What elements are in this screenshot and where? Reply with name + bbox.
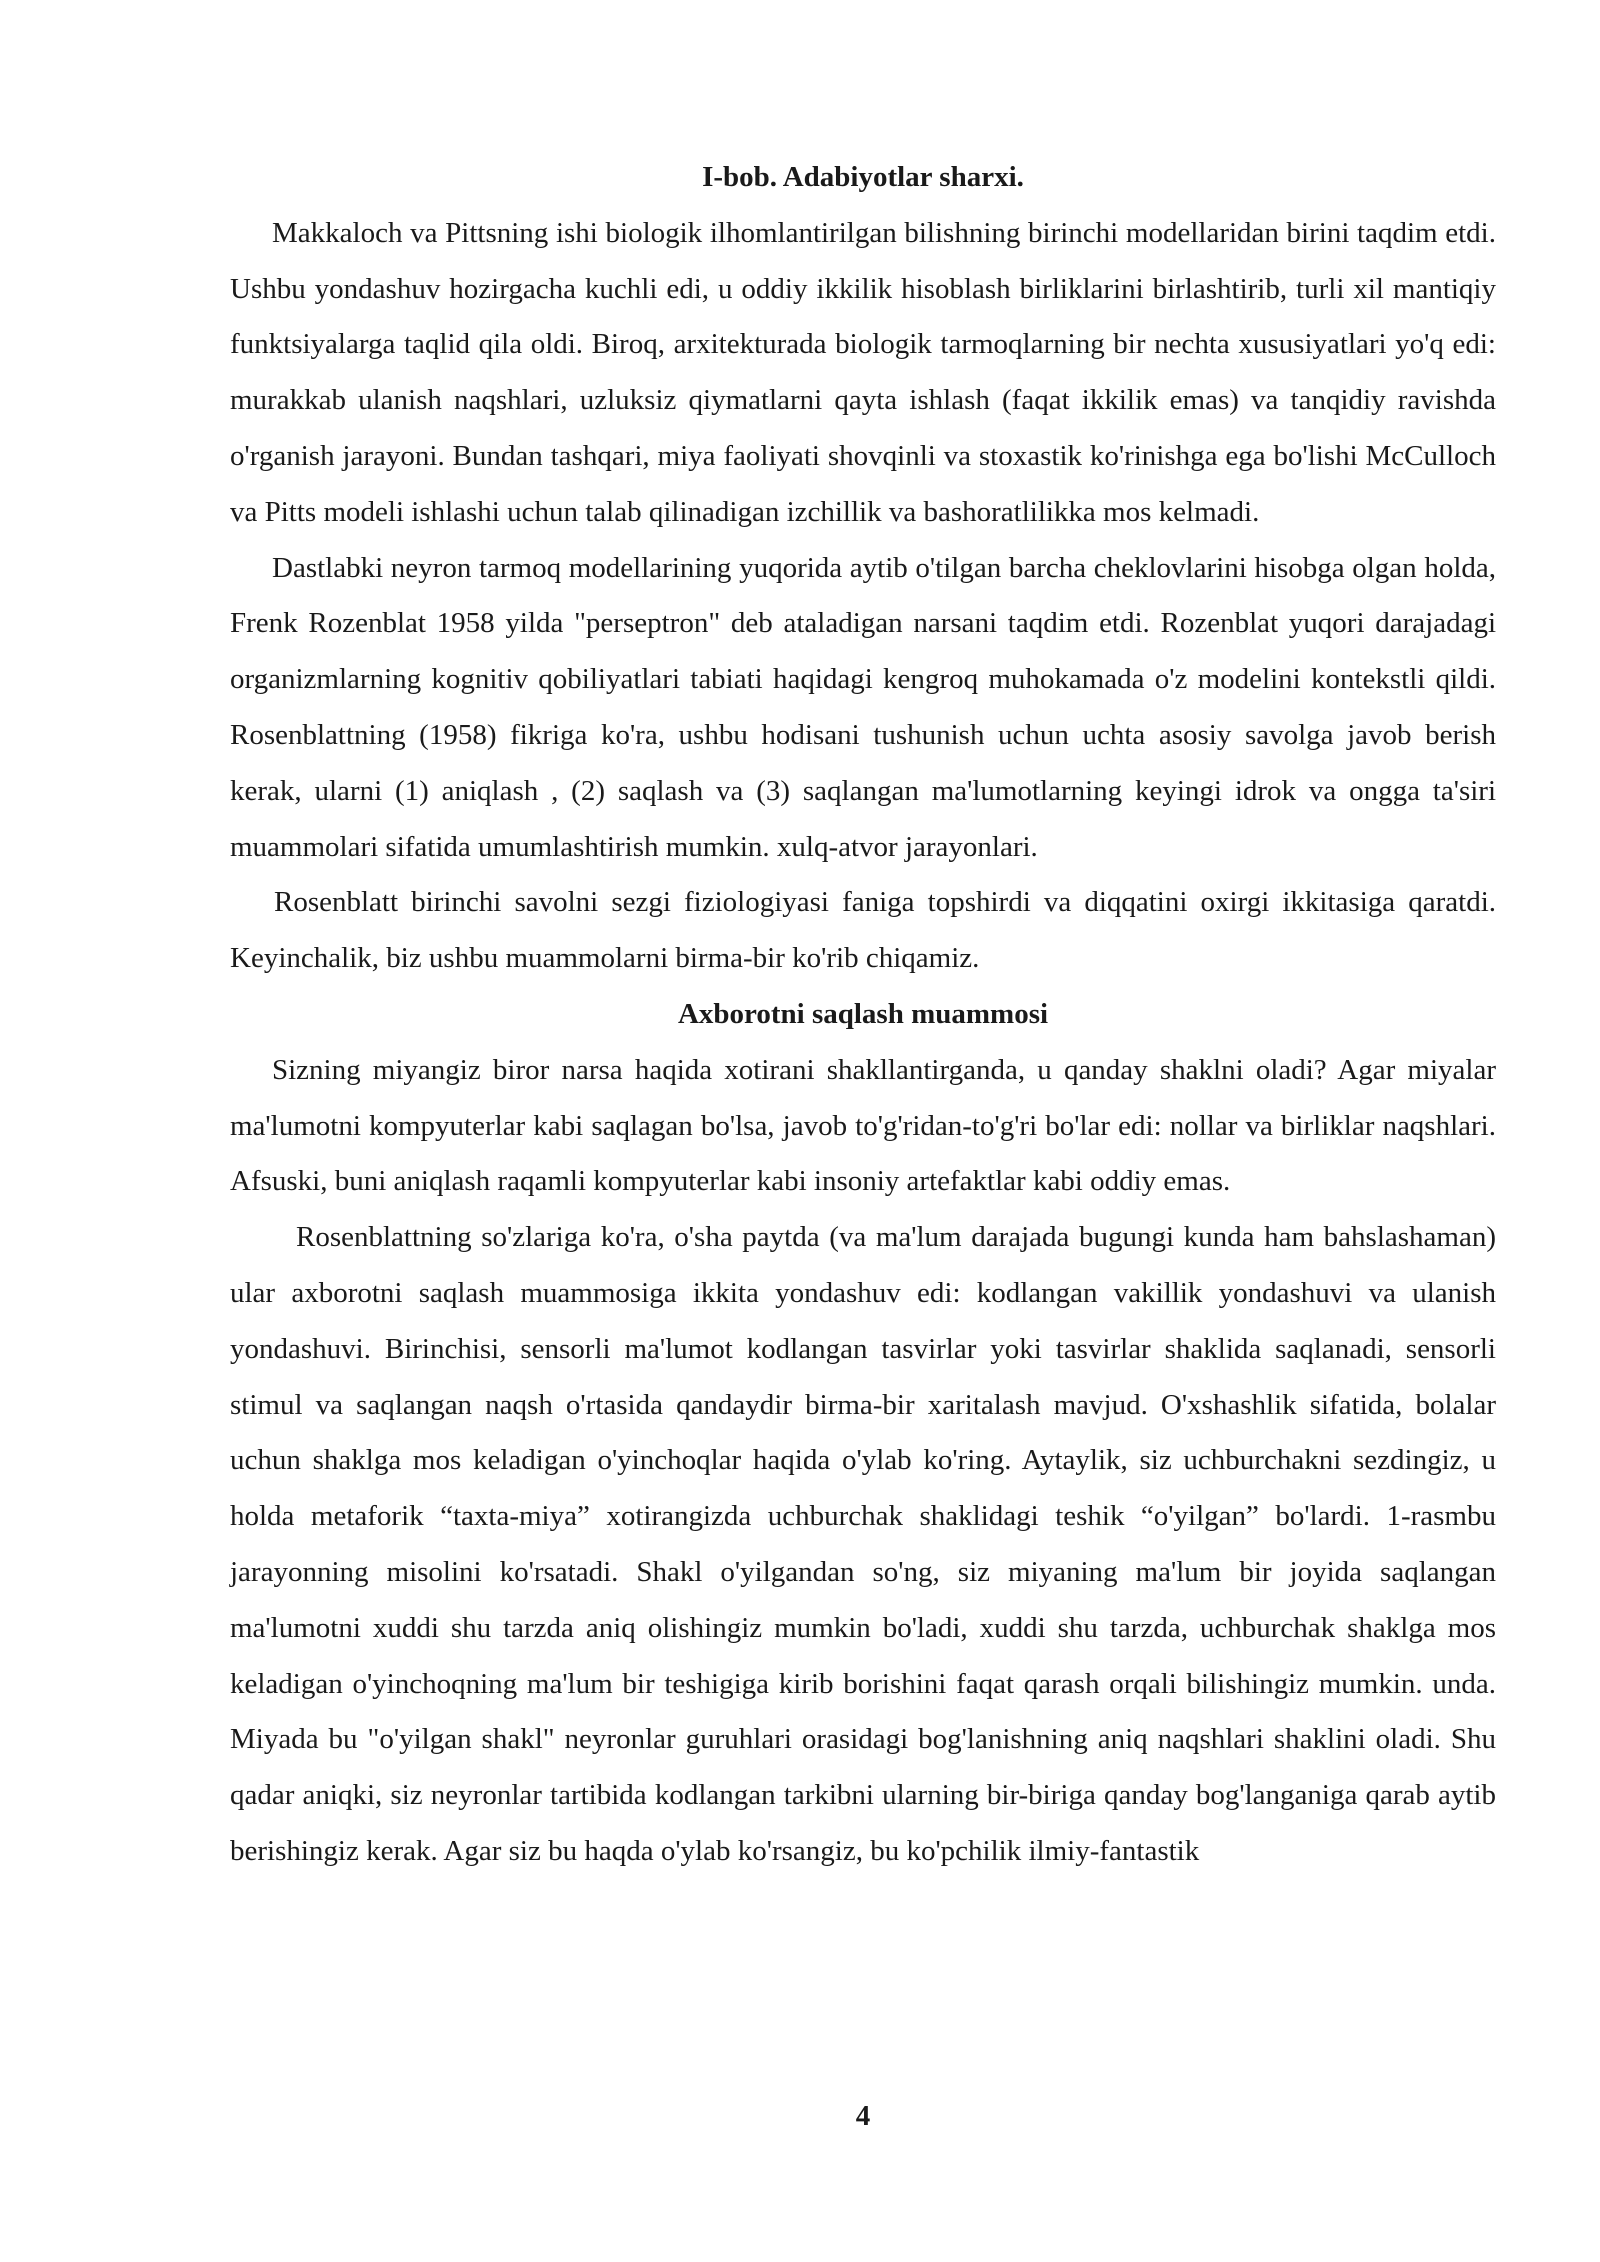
paragraph-rosenblatt-questions: Rosenblatt birinchi savolni sezgi fiziologiyasi faniga topshirdi va diqqatini oxirgi ikkitasiga qaratdi. Keyinchalik, biz ushbu muammolarni birma-bir ko'rib chiqamiz. <box>230 886 1496 975</box>
paragraph-perceptron: Dastlabki neyron tarmoq modellarining yuqorida aytib o'tilgan barcha cheklovlarini hisobga olgan holda, Frenk Rozenblat 1958 yilda "perseptron" deb ataladigan narsani taqdim etdi. Rozenblat yuqori darajadagi organizmlarning kognitiv qobiliyatlari tabiati haqidagi kengroq muhokamada o'z modelini kontekstli qildi. Rosenblattning (1958) fikriga ko'ra, ushbu hodisani tushunish uchun uchta asosiy savolga javob berish kerak, ularni (1) aniqlash , (2) saqlash va (3) saqlangan ma'lumotlarning keyingi idrok va ongga ta'siri muammolari sifatida umumlashtirish mumkin. xulq-atvor jarayonlari. <box>230 551 1496 863</box>
page-number: 4 <box>855 2100 871 2132</box>
paragraph-mcculloch-pitts: Makkaloch va Pittsning ishi biologik ilhomlantirilgan bilishning birinchi modellaridan birini taqdim etdi. Ushbu yondashuv hozirgacha kuchli edi, u oddiy ikkilik hisoblash birliklarini birlashtirib, turli xil mantiqiy funktsiyalarga taqlid qila oldi. Biroq, arxitekturada biologik tarmoqlarning bir nechta xususiyatlari yo'q edi: murakkab ulanish naqshlari, uzluksiz qiymatlarni qayta ishlash (faqat ikkilik emas) va tanqidiy ravishda o'rganish jarayoni. Bundan tashqari, miya faoliyati shovqinli va stoxastik ko'rinishga ega bo'lishi McCulloch va Pitts modeli ishlashi uchun talab qilinadigan izchillik va bashoratlilikka mos kelmadi. <box>230 216 1496 528</box>
page-content <box>230 150 1496 1880</box>
paragraph-memory-form: Sizning miyangiz biror narsa haqida xotirani shakllantirganda, u qanday shaklni oladi? Agar miyalar ma'lumotni kompyuterlar kabi saqlagan bo'lsa, javob to'g'ridan-to'g'ri bo'lar edi: nollar va birliklar naqshlari. Afsuski, buni aniqlash raqamli kompyuterlar kabi insoniy artefaktlar kabi oddiy emas. <box>230 1053 1496 1198</box>
chapter-title: I-bob. Adabiyotlar sharxi. <box>702 161 1024 193</box>
paragraph-storage-approaches: Rosenblattning so'zlariga ko'ra, o'sha paytda (va ma'lum darajada bugungi kunda ham bahslashaman) ular axborotni saqlash muammosiga ikkita yondashuv edi: kodlangan vakillik yondashuvi va ulanish yondashuvi. Birinchisi, sensorli ma'lumot kodlangan tasvirlar yoki tasvirlar shaklida saqlanadi, sensorli stimul va saqlangan naqsh o'rtasida qandaydir birma-bir xaritalash mavjud. O'xshashlik sifatida, bolalar uchun shaklga mos keladigan o'yinchoqlar haqida o'ylab ko'ring. Aytaylik, siz uchburchakni sezdingiz, u holda metaforik “taxta-miya” xotirangizda uchburchak shaklidagi teshik “o'yilgan” bo'lardi. 1-rasmbu jarayonning misolini ko'rsatadi. Shakl o'yilgandan so'ng, siz miyaning ma'lum bir joyida saqlangan ma'lumotni xuddi shu tarzda aniq olishingiz mumkin bo'ladi, xuddi shu tarzda, uchburchak shaklga mos keladigan o'yinchoqning ma'lum bir teshigiga kirib borishini faqat qarash orqali bilishingiz mumkin. unda. Miyada bu "o'yilgan shakl" neyronlar guruhlari orasidagi bog'lanishning aniq naqshlari shaklini oladi. Shu qadar aniqki, siz neyronlar tartibida kodlangan tarkibni ularning bir-biriga qanday bog'langaniga qarab aytib berishingiz kerak. Agar siz bu haqda o'ylab ko'rsangiz, bu ko'pchilik ilmiy-fantastik <box>230 1221 1496 1867</box>
section-title: Axborotni saqlash muammosi <box>677 997 1049 1030</box>
